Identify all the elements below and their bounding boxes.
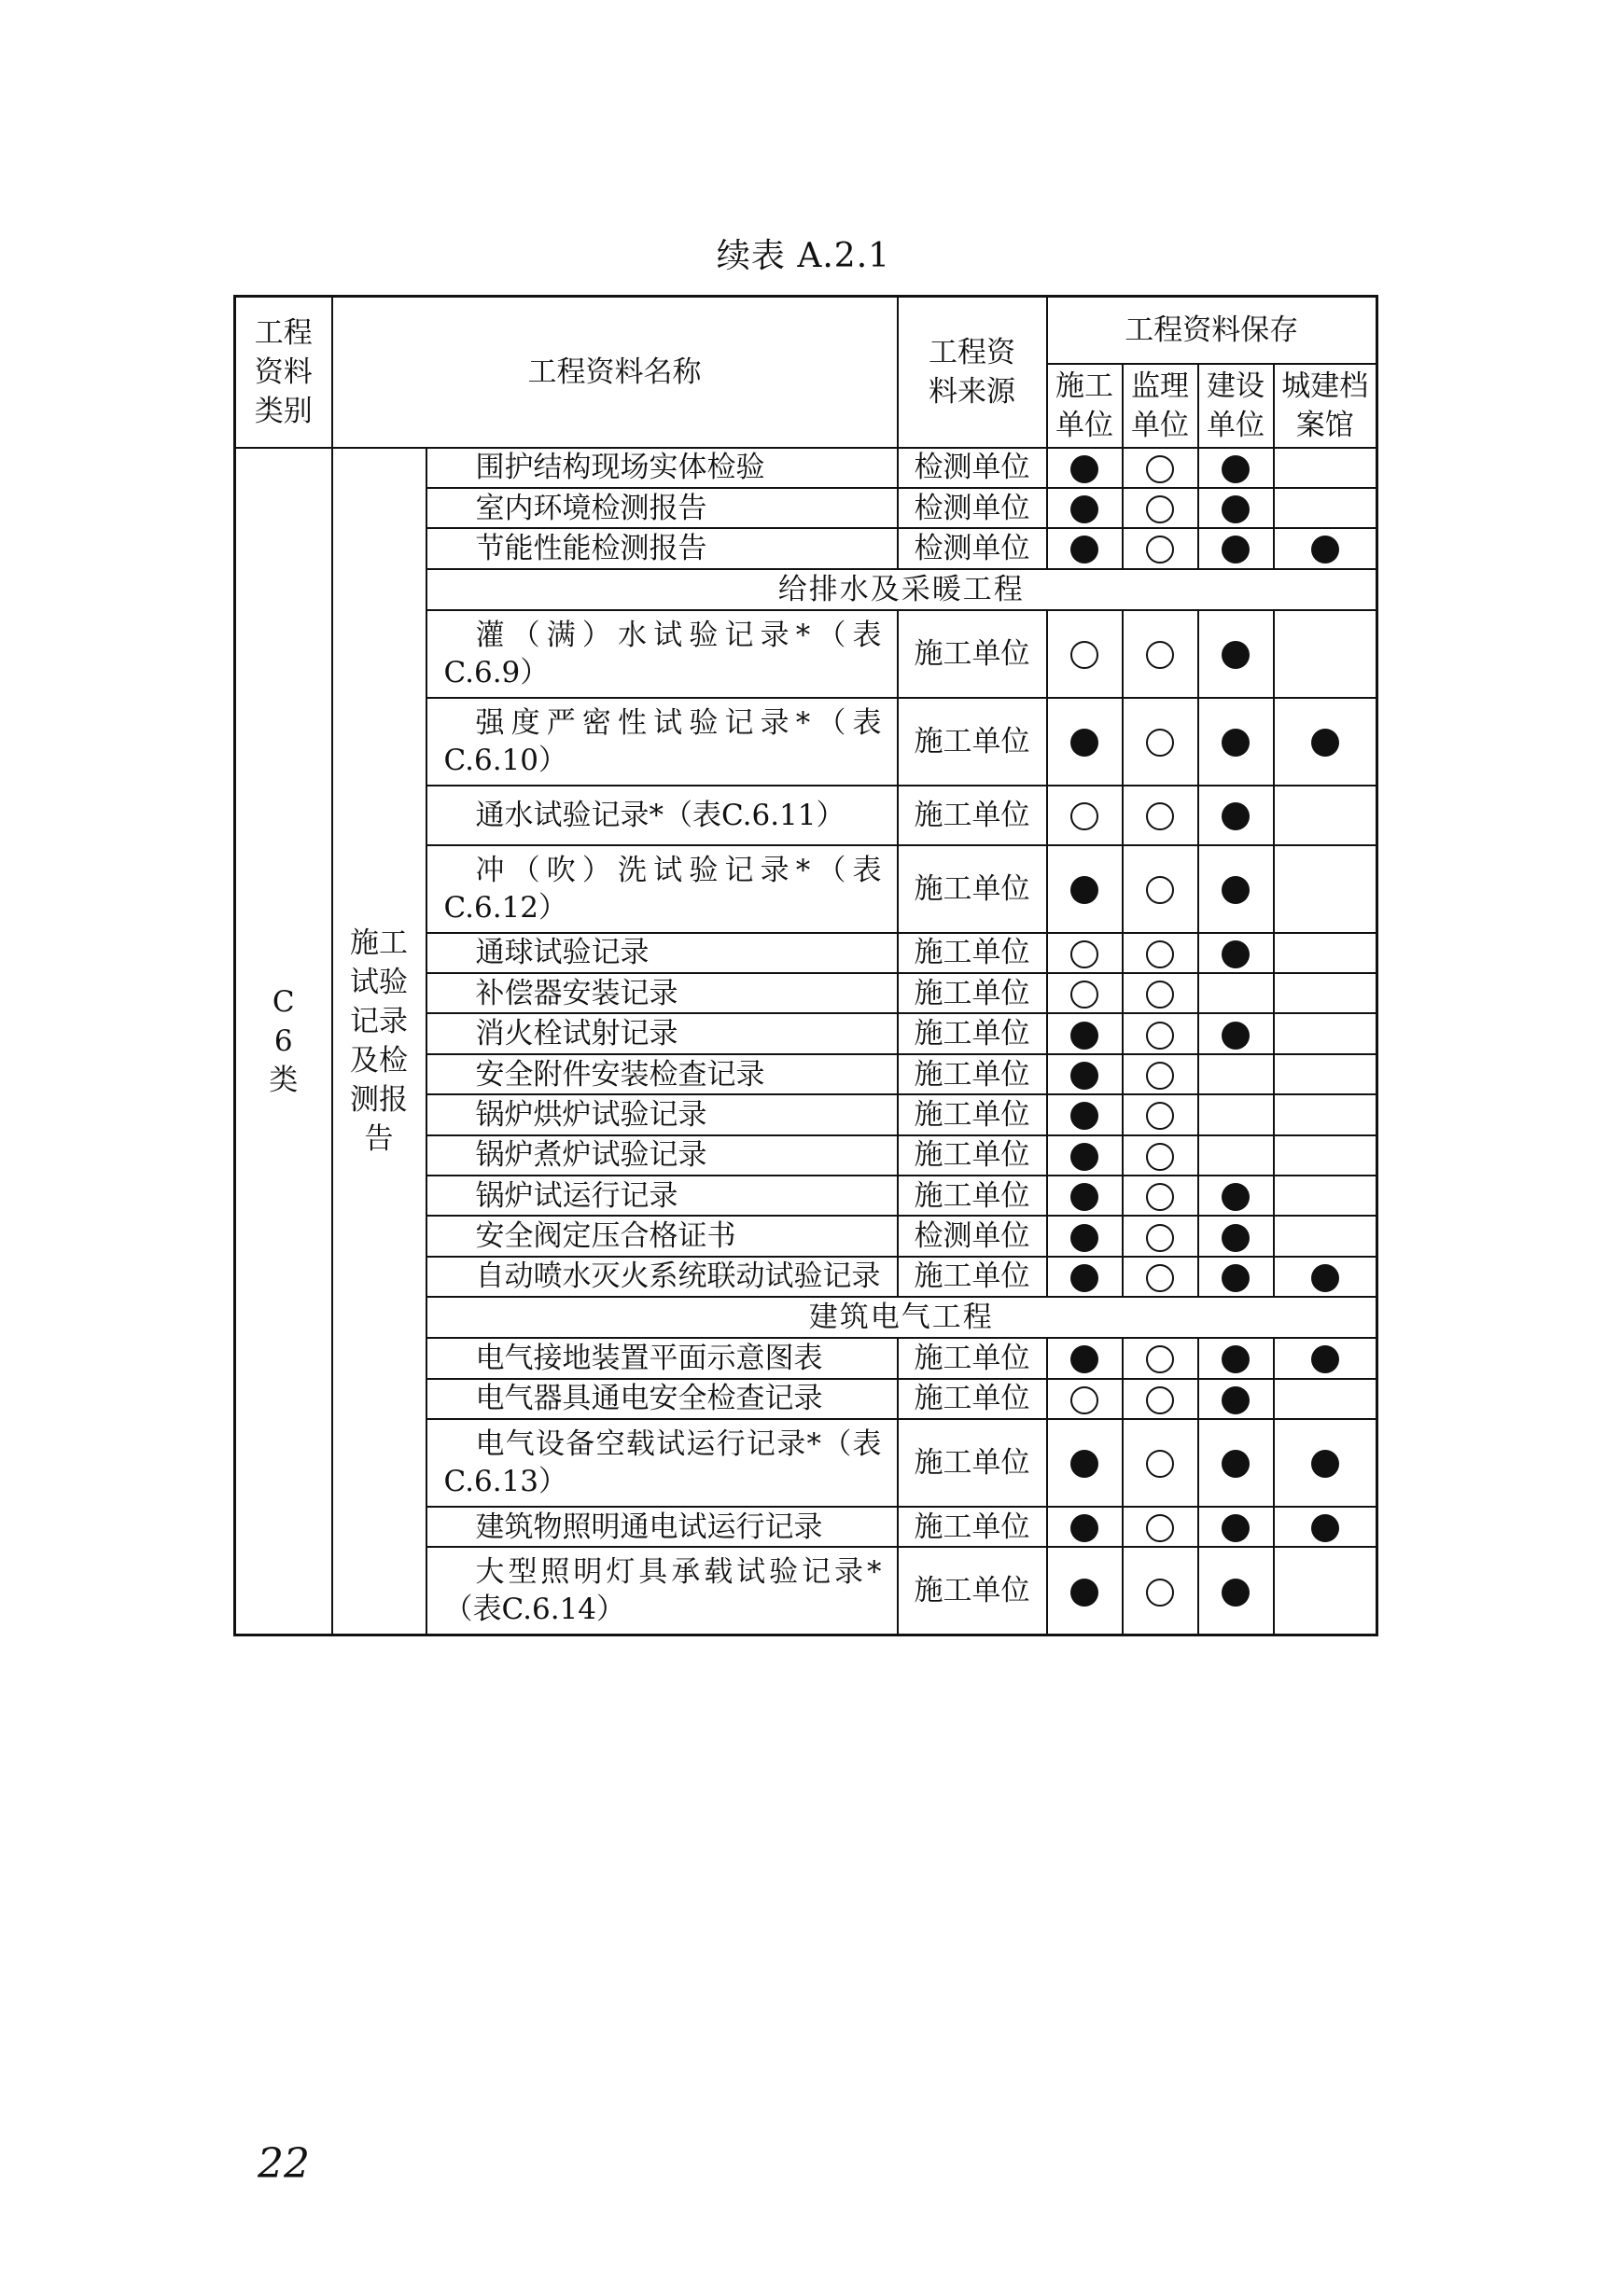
- storage-cell: [1123, 786, 1198, 845]
- record-name: 电气设备空载试运行记录*（表C.6.13）: [426, 1419, 898, 1507]
- storage-cell: [1047, 610, 1123, 698]
- record-name: 安全阀定压合格证书: [426, 1216, 898, 1256]
- storage-cell: [1198, 1135, 1274, 1176]
- record-name: 锅炉试运行记录: [426, 1176, 898, 1216]
- storage-cell: [1123, 1257, 1198, 1297]
- section-title: 建筑电气工程: [426, 1297, 1377, 1338]
- record-source: 施工单位: [898, 1507, 1047, 1547]
- filled-circle-icon: [1222, 1345, 1250, 1373]
- storage-cell: [1198, 1094, 1274, 1134]
- storage-cell: [1274, 1094, 1377, 1134]
- storage-cell: [1123, 528, 1198, 568]
- filled-circle-icon: [1070, 1102, 1098, 1130]
- storage-cell: [1123, 1176, 1198, 1216]
- record-name: 补偿器安装记录: [426, 973, 898, 1013]
- storage-cell: [1274, 1054, 1377, 1094]
- record-source: 检测单位: [898, 528, 1047, 568]
- storage-cell: [1123, 973, 1198, 1013]
- table-title: 续表 A.2.1: [716, 237, 891, 275]
- record-source: 施工单位: [898, 1135, 1047, 1176]
- filled-circle-icon: [1222, 641, 1250, 669]
- records-table: [233, 295, 1378, 1636]
- record-name: 通球试验记录: [426, 933, 898, 973]
- record-source: 施工单位: [898, 1257, 1047, 1297]
- filled-circle-icon: [1222, 455, 1250, 483]
- filled-circle-icon: [1070, 1022, 1098, 1050]
- header-party: 施工单位: [1047, 364, 1123, 448]
- storage-cell: [1047, 1013, 1123, 1053]
- filled-circle-icon: [1222, 940, 1250, 968]
- storage-cell: [1123, 1054, 1198, 1094]
- hollow-circle-icon: [1146, 1264, 1174, 1292]
- hollow-circle-icon: [1146, 802, 1174, 830]
- hollow-circle-icon: [1146, 1183, 1174, 1211]
- storage-cell: [1198, 448, 1274, 488]
- storage-cell: [1274, 1338, 1377, 1378]
- storage-cell: [1123, 1338, 1198, 1378]
- filled-circle-icon: [1311, 1450, 1339, 1478]
- storage-cell: [1198, 845, 1274, 933]
- storage-cell: [1198, 933, 1274, 973]
- storage-cell: [1047, 1094, 1123, 1134]
- record-name: 建筑物照明通电试运行记录: [426, 1507, 898, 1547]
- storage-cell: [1274, 1135, 1377, 1176]
- storage-cell: [1047, 1176, 1123, 1216]
- storage-cell: [1274, 698, 1377, 786]
- filled-circle-icon: [1311, 729, 1339, 757]
- hollow-circle-icon: [1146, 536, 1174, 564]
- hollow-circle-icon: [1146, 940, 1174, 968]
- record-source: 施工单位: [898, 786, 1047, 845]
- record-source: 施工单位: [898, 1419, 1047, 1507]
- filled-circle-icon: [1222, 876, 1250, 904]
- record-source: 施工单位: [898, 1379, 1047, 1419]
- storage-cell: [1198, 1257, 1274, 1297]
- header-party: 城建档案馆: [1274, 364, 1377, 448]
- record-name: 消火栓试射记录: [426, 1013, 898, 1053]
- filled-circle-icon: [1222, 495, 1250, 523]
- storage-cell: [1198, 1379, 1274, 1419]
- hollow-circle-icon: [1146, 729, 1174, 757]
- storage-cell: [1047, 1379, 1123, 1419]
- storage-cell: [1198, 1054, 1274, 1094]
- hollow-circle-icon: [1146, 1224, 1174, 1252]
- hollow-circle-icon: [1146, 641, 1174, 669]
- filled-circle-icon: [1070, 1579, 1098, 1607]
- filled-circle-icon: [1222, 1450, 1250, 1478]
- record-name: 自动喷水灭火系统联动试验记录: [426, 1257, 898, 1297]
- header-category: 工程资料类别: [235, 297, 332, 448]
- page-number: 22: [258, 2140, 310, 2188]
- storage-cell: [1274, 1013, 1377, 1053]
- hollow-circle-icon: [1146, 495, 1174, 523]
- record-name: 电气接地装置平面示意图表: [426, 1338, 898, 1378]
- hollow-circle-icon: [1146, 1102, 1174, 1130]
- storage-cell: [1198, 973, 1274, 1013]
- hollow-circle-icon: [1146, 1386, 1174, 1414]
- filled-circle-icon: [1222, 536, 1250, 564]
- hollow-circle-icon: [1070, 1386, 1098, 1414]
- filled-circle-icon: [1070, 1264, 1098, 1292]
- record-name: 围护结构现场实体检验: [426, 448, 898, 488]
- storage-cell: [1123, 1013, 1198, 1053]
- storage-cell: [1274, 1507, 1377, 1547]
- record-source: 施工单位: [898, 1547, 1047, 1635]
- storage-cell: [1198, 1216, 1274, 1256]
- filled-circle-icon: [1070, 1450, 1098, 1478]
- hollow-circle-icon: [1146, 1579, 1174, 1607]
- storage-cell: [1047, 973, 1123, 1013]
- record-source: 施工单位: [898, 973, 1047, 1013]
- storage-cell: [1047, 488, 1123, 528]
- record-name: 冲（吹）洗试验记录*（表C.6.12）: [426, 845, 898, 933]
- storage-cell: [1123, 933, 1198, 973]
- storage-cell: [1274, 448, 1377, 488]
- storage-cell: [1047, 786, 1123, 845]
- storage-cell: [1047, 1257, 1123, 1297]
- filled-circle-icon: [1311, 536, 1339, 564]
- storage-cell: [1274, 1547, 1377, 1635]
- filled-circle-icon: [1222, 1514, 1250, 1542]
- hollow-circle-icon: [1146, 455, 1174, 483]
- filled-circle-icon: [1070, 876, 1098, 904]
- storage-cell: [1274, 1379, 1377, 1419]
- filled-circle-icon: [1222, 729, 1250, 757]
- hollow-circle-icon: [1146, 1514, 1174, 1542]
- hollow-circle-icon: [1070, 802, 1098, 830]
- record-name: 安全附件安装检查记录: [426, 1054, 898, 1094]
- hollow-circle-icon: [1070, 940, 1098, 968]
- filled-circle-icon: [1311, 1264, 1339, 1292]
- storage-cell: [1198, 1013, 1274, 1053]
- storage-cell: [1198, 488, 1274, 528]
- record-source: 施工单位: [898, 933, 1047, 973]
- storage-cell: [1274, 933, 1377, 973]
- header-party: 监理单位: [1123, 364, 1198, 448]
- record-source: 施工单位: [898, 845, 1047, 933]
- storage-cell: [1047, 845, 1123, 933]
- record-name: 锅炉烘炉试验记录: [426, 1094, 898, 1134]
- storage-cell: [1274, 610, 1377, 698]
- storage-cell: [1047, 1338, 1123, 1378]
- storage-cell: [1047, 1419, 1123, 1507]
- record-source: 施工单位: [898, 698, 1047, 786]
- storage-cell: [1198, 610, 1274, 698]
- record-name: 节能性能检测报告: [426, 528, 898, 568]
- storage-cell: [1198, 786, 1274, 845]
- storage-cell: [1123, 1216, 1198, 1256]
- filled-circle-icon: [1070, 455, 1098, 483]
- storage-cell: [1274, 488, 1377, 528]
- storage-cell: [1274, 1216, 1377, 1256]
- record-name: 大型照明灯具承载试验记录*（表C.6.14）: [426, 1547, 898, 1635]
- filled-circle-icon: [1070, 536, 1098, 564]
- storage-cell: [1123, 698, 1198, 786]
- storage-cell: [1274, 786, 1377, 845]
- storage-cell: [1198, 1419, 1274, 1507]
- filled-circle-icon: [1222, 1183, 1250, 1211]
- storage-cell: [1123, 448, 1198, 488]
- filled-circle-icon: [1222, 1022, 1250, 1050]
- record-source: 施工单位: [898, 610, 1047, 698]
- record-source: 施工单位: [898, 1338, 1047, 1378]
- storage-cell: [1123, 1135, 1198, 1176]
- storage-cell: [1274, 845, 1377, 933]
- hollow-circle-icon: [1146, 1450, 1174, 1478]
- hollow-circle-icon: [1070, 981, 1098, 1009]
- hollow-circle-icon: [1146, 876, 1174, 904]
- storage-cell: [1047, 1547, 1123, 1635]
- storage-cell: [1198, 1176, 1274, 1216]
- record-name: 电气器具通电安全检查记录: [426, 1379, 898, 1419]
- filled-circle-icon: [1311, 1345, 1339, 1373]
- record-name: 强度严密性试验记录*（表C.6.10）: [426, 698, 898, 786]
- filled-circle-icon: [1070, 1062, 1098, 1090]
- storage-cell: [1047, 448, 1123, 488]
- storage-cell: [1123, 610, 1198, 698]
- storage-cell: [1274, 528, 1377, 568]
- storage-cell: [1198, 1338, 1274, 1378]
- header-source: 工程资料来源: [898, 297, 1047, 448]
- filled-circle-icon: [1222, 1386, 1250, 1414]
- filled-circle-icon: [1070, 729, 1098, 757]
- record-name: 锅炉煮炉试验记录: [426, 1135, 898, 1176]
- storage-cell: [1047, 698, 1123, 786]
- storage-cell: [1123, 1094, 1198, 1134]
- storage-cell: [1198, 1547, 1274, 1635]
- record-name: 灌（满）水试验记录*（表C.6.9）: [426, 610, 898, 698]
- hollow-circle-icon: [1146, 1345, 1174, 1373]
- filled-circle-icon: [1222, 1264, 1250, 1292]
- filled-circle-icon: [1311, 1514, 1339, 1542]
- storage-cell: [1047, 528, 1123, 568]
- record-source: 检测单位: [898, 488, 1047, 528]
- record-name: 通水试验记录*（表C.6.11）: [426, 786, 898, 845]
- filled-circle-icon: [1070, 1345, 1098, 1373]
- filled-circle-icon: [1222, 1579, 1250, 1607]
- filled-circle-icon: [1070, 1224, 1098, 1252]
- storage-cell: [1274, 1176, 1377, 1216]
- hollow-circle-icon: [1070, 641, 1098, 669]
- storage-cell: [1123, 1547, 1198, 1635]
- header-name: 工程资料名称: [332, 297, 898, 448]
- storage-cell: [1123, 845, 1198, 933]
- filled-circle-icon: [1070, 1183, 1098, 1211]
- header-storage: 工程资料保存: [1047, 297, 1377, 364]
- hollow-circle-icon: [1146, 1062, 1174, 1090]
- storage-cell: [1274, 973, 1377, 1013]
- header-party: 建设单位: [1198, 364, 1274, 448]
- filled-circle-icon: [1222, 1224, 1250, 1252]
- storage-cell: [1047, 1135, 1123, 1176]
- storage-cell: [1123, 1507, 1198, 1547]
- filled-circle-icon: [1222, 802, 1250, 830]
- record-name: 室内环境检测报告: [426, 488, 898, 528]
- filled-circle-icon: [1070, 1143, 1098, 1171]
- storage-cell: [1123, 488, 1198, 528]
- storage-cell: [1198, 1507, 1274, 1547]
- table-row: [235, 448, 1377, 488]
- hollow-circle-icon: [1146, 1022, 1174, 1050]
- filled-circle-icon: [1070, 495, 1098, 523]
- record-source: 施工单位: [898, 1054, 1047, 1094]
- record-source: 检测单位: [898, 448, 1047, 488]
- storage-cell: [1047, 1054, 1123, 1094]
- subcategory-cell: 施工试验记录及检测报告: [332, 448, 426, 1635]
- storage-cell: [1274, 1419, 1377, 1507]
- hollow-circle-icon: [1146, 1143, 1174, 1171]
- record-source: 施工单位: [898, 1013, 1047, 1053]
- record-source: 检测单位: [898, 1216, 1047, 1256]
- record-source: 施工单位: [898, 1094, 1047, 1134]
- storage-cell: [1047, 933, 1123, 973]
- section-title: 给排水及采暖工程: [426, 569, 1377, 610]
- category-cell: C6类: [235, 448, 332, 1635]
- storage-cell: [1123, 1379, 1198, 1419]
- filled-circle-icon: [1070, 1514, 1098, 1542]
- storage-cell: [1198, 528, 1274, 568]
- hollow-circle-icon: [1146, 981, 1174, 1009]
- storage-cell: [1123, 1419, 1198, 1507]
- storage-cell: [1047, 1216, 1123, 1256]
- storage-cell: [1198, 698, 1274, 786]
- storage-cell: [1274, 1257, 1377, 1297]
- storage-cell: [1047, 1507, 1123, 1547]
- record-source: 施工单位: [898, 1176, 1047, 1216]
